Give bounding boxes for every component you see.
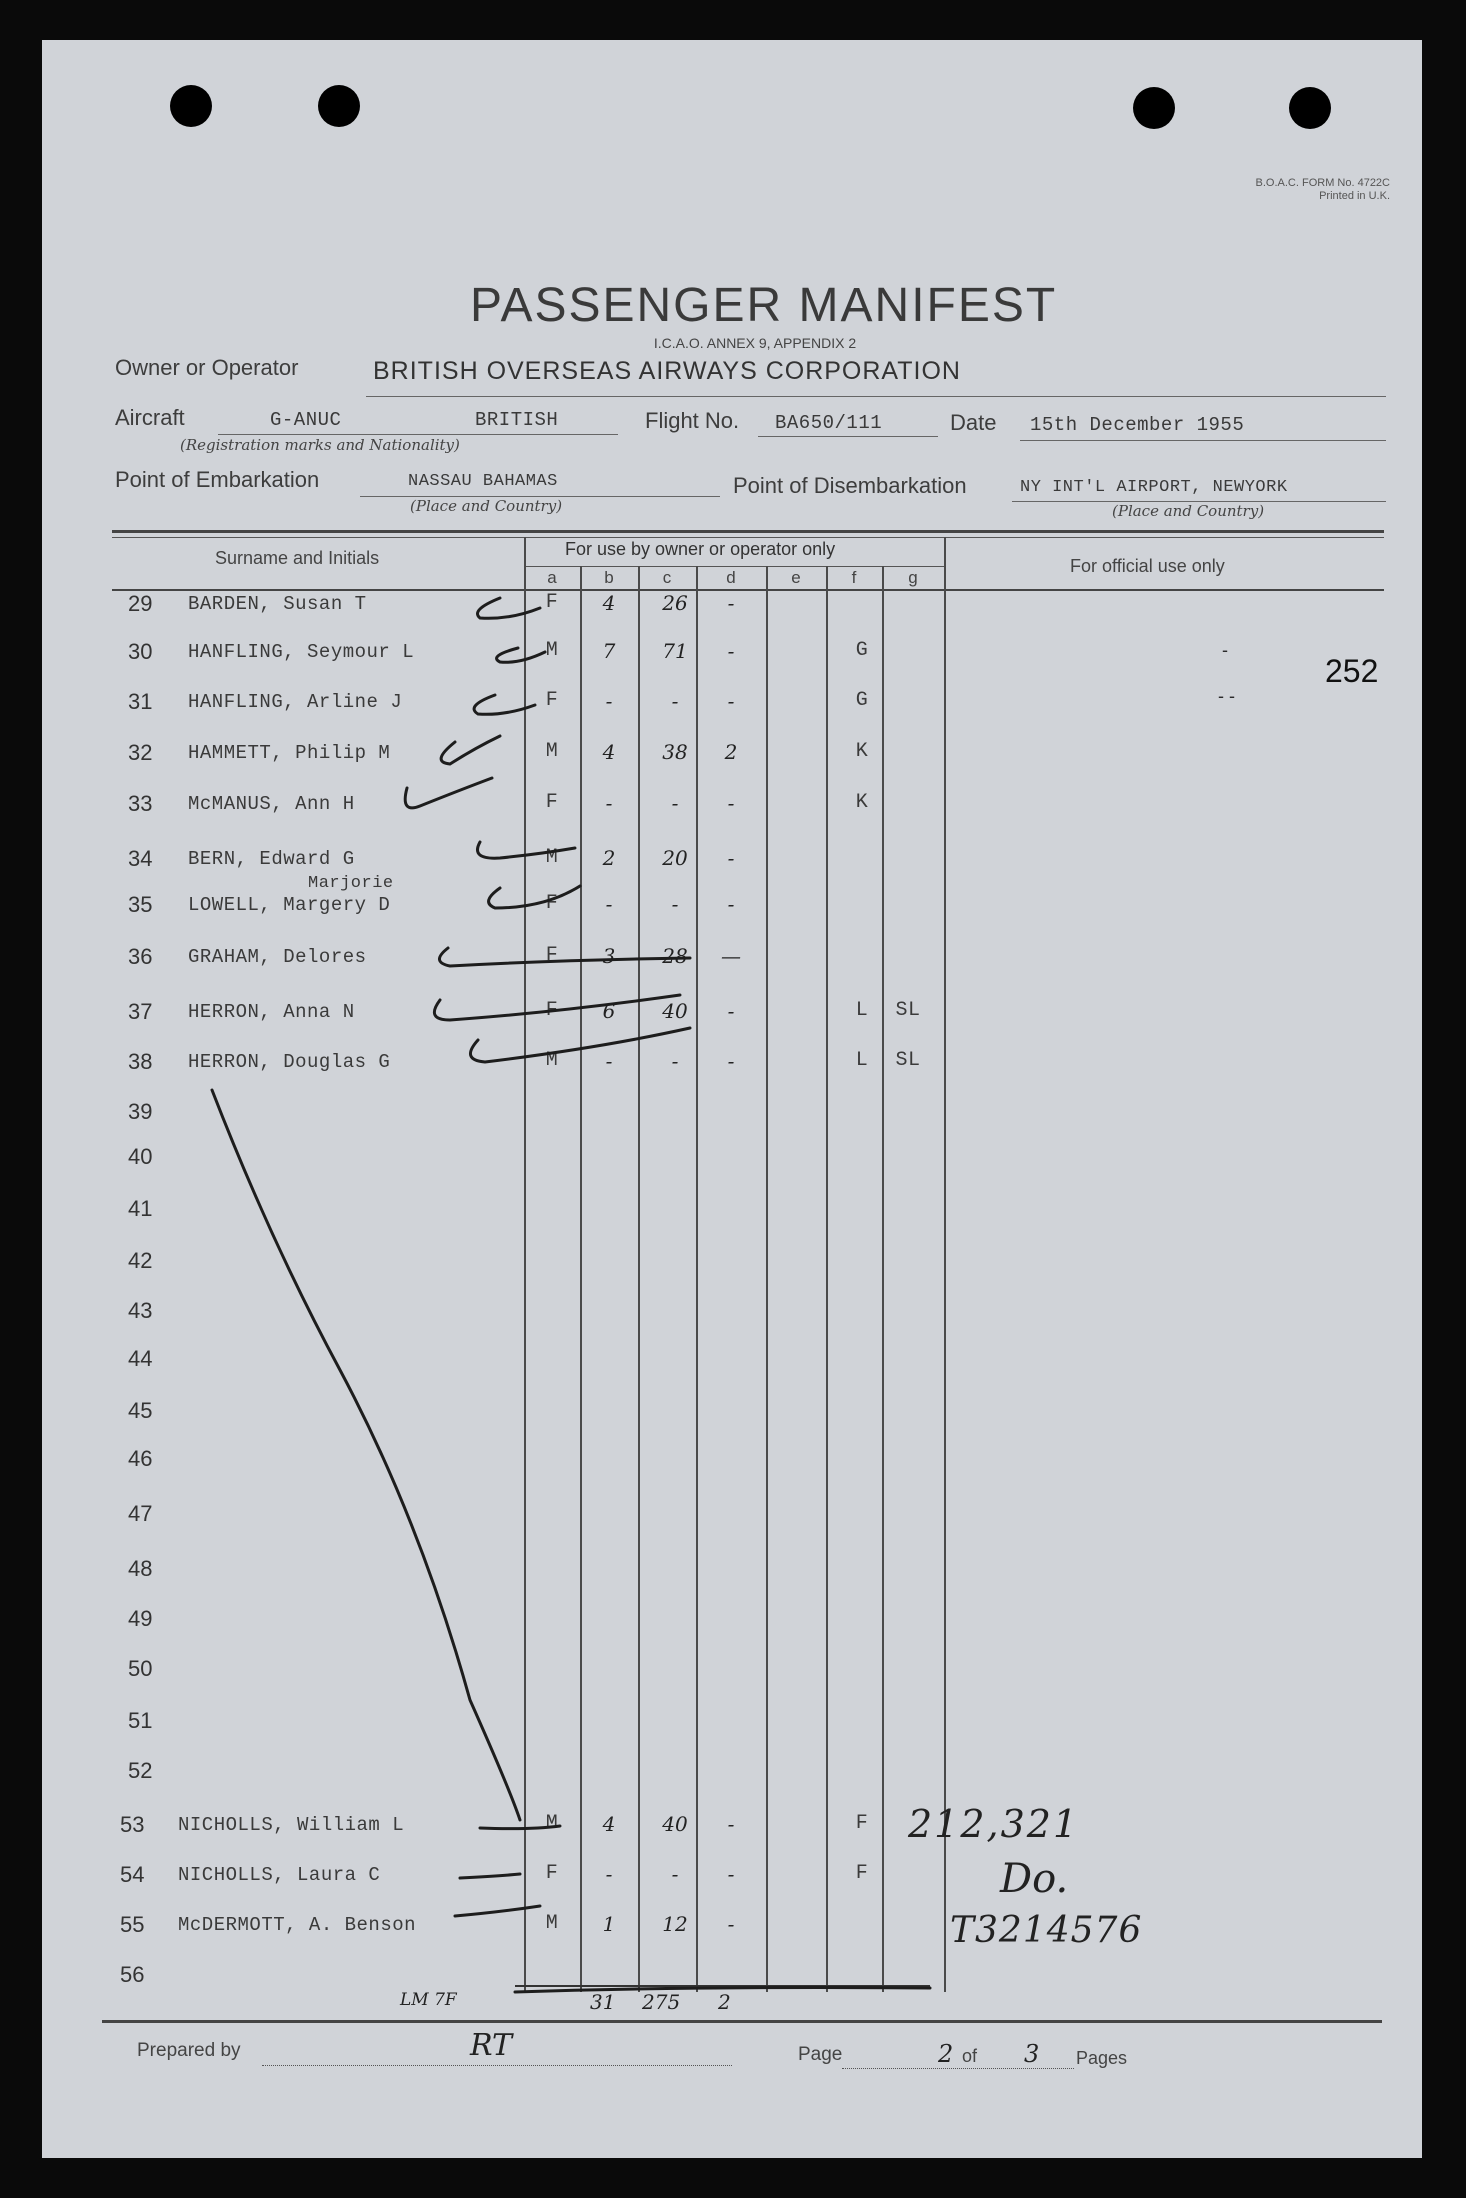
cell-a: F [545, 892, 559, 915]
check-mark [405, 778, 492, 808]
row-number: 53 [120, 1812, 145, 1837]
column-header-g: g [908, 568, 918, 587]
cell-c: 26 [662, 591, 688, 615]
row-number: 48 [128, 1556, 153, 1581]
cell-d: - [727, 892, 735, 916]
passenger-name: HANFLING, Seymour L [188, 641, 415, 663]
cell-c: 71 [662, 639, 688, 663]
page-current: 2 [938, 2040, 954, 2068]
cell-c: - [671, 892, 679, 916]
column-header-b: b [604, 568, 614, 587]
cell-f: F [855, 1812, 869, 1835]
column-header-c: c [662, 568, 672, 587]
cell-d: 2 [724, 740, 738, 764]
cell-d: - [727, 846, 735, 870]
totals-underline [515, 1988, 930, 1993]
cell-a: M [545, 1049, 559, 1072]
prepared-by-label: Prepared by [137, 2040, 241, 2061]
pages-label: Pages [1076, 2048, 1128, 2068]
passenger-name: HAMMETT, Philip M [188, 742, 391, 764]
cell-c: - [671, 1049, 679, 1073]
row-number: 33 [128, 791, 153, 816]
cell-a: M [545, 846, 559, 869]
cell-f: G [855, 639, 869, 662]
passenger-name: HERRON, Anna N [188, 1001, 355, 1023]
row-number: 38 [128, 1049, 153, 1074]
column-header-f: f [851, 568, 857, 587]
aircraft-caption: (Registration marks and Nationality) [180, 436, 460, 454]
prepared-by-value: RT [470, 2028, 513, 2063]
cell-c: 12 [662, 1912, 688, 1936]
printed-note: Printed in U.K. [1319, 190, 1390, 202]
page-total: 3 [1024, 2040, 1040, 2068]
page-subtitle: I.C.A.O. ANNEX 9, APPENDIX 2 [653, 335, 857, 351]
cell-b: 7 [602, 639, 616, 663]
row-number: 56 [120, 1962, 145, 1987]
row-number: 39 [128, 1099, 153, 1124]
official-use-header: For official use only [1070, 556, 1225, 576]
cell-a: F [545, 591, 559, 614]
check-mark [439, 948, 690, 966]
row-number: 29 [128, 591, 153, 616]
column-header-a: a [547, 568, 557, 587]
owner-value: BRITISH OVERSEAS AIRWAYS CORPORATION [373, 357, 961, 385]
row-number: 51 [128, 1708, 153, 1733]
cell-d: - [727, 591, 735, 615]
row-number: 32 [128, 740, 153, 765]
cell-f: L [855, 999, 869, 1022]
row-number: 50 [128, 1656, 153, 1681]
column-header-d: d [726, 568, 736, 587]
cell-d: - [727, 1912, 735, 1936]
check-mark [489, 886, 580, 908]
total-d: 2 [718, 1990, 731, 2014]
cell-c: - [671, 791, 679, 815]
name-correction: Marjorie [308, 874, 394, 893]
cell-f: K [855, 791, 869, 814]
row-number: 36 [128, 944, 153, 969]
page-label: Page [798, 2044, 843, 2065]
cell-a: F [545, 944, 559, 967]
row-number: 43 [128, 1298, 153, 1323]
official-dash: - [1222, 640, 1228, 660]
aircraft-registration: G-ANUC [270, 409, 342, 431]
cell-a: M [545, 639, 559, 662]
row-number: 34 [128, 846, 153, 871]
cell-g: SL [895, 999, 921, 1022]
cell-b: 4 [602, 1812, 616, 1836]
cell-a: F [545, 791, 559, 814]
row-number: 44 [128, 1346, 153, 1371]
cell-c: - [671, 1862, 679, 1886]
flight-date: 15th December 1955 [1030, 414, 1245, 436]
row-number: 41 [128, 1196, 153, 1221]
date-label: Date [950, 410, 997, 435]
cell-b: - [605, 1862, 613, 1886]
official-note-row54: Do. [1000, 1856, 1069, 1902]
row-number: 42 [128, 1248, 153, 1273]
form-number: B.O.A.C. FORM No. 4722C [1255, 177, 1390, 189]
cell-d: - [727, 689, 735, 713]
official-note-row55: T3214576 [950, 1910, 1143, 1951]
cell-b: - [605, 1049, 613, 1073]
check-mark [474, 695, 535, 714]
cell-c: - [671, 689, 679, 713]
cell-b: - [605, 892, 613, 916]
passenger-name: HANFLING, Arline J [188, 691, 403, 713]
aircraft-nationality: BRITISH [475, 409, 559, 431]
owner-label: Owner or Operator [115, 355, 299, 380]
cell-b: 4 [602, 591, 616, 615]
cell-a: M [545, 1812, 559, 1835]
cell-d: — [721, 944, 741, 968]
cell-c: 20 [662, 846, 688, 870]
official-dash: - - [1218, 686, 1235, 706]
row-number: 40 [128, 1144, 153, 1169]
cell-b: 1 [602, 1912, 616, 1936]
row-number: 35 [128, 892, 153, 917]
page-title: PASSENGER MANIFEST [470, 279, 1058, 332]
cell-b: - [605, 689, 613, 713]
row-number: 37 [128, 999, 153, 1024]
total-c: 275 [642, 1990, 681, 2014]
passenger-name: GRAHAM, Delores [188, 946, 367, 968]
check-mark [497, 648, 545, 662]
cell-g: SL [895, 1049, 921, 1072]
check-mark [460, 1874, 520, 1878]
cell-b: 4 [602, 740, 616, 764]
cell-f: L [855, 1049, 869, 1072]
row-number: 52 [128, 1758, 153, 1783]
owner-use-header: For use by owner or operator only [565, 539, 836, 559]
cell-d: - [727, 1812, 735, 1836]
row-number: 49 [128, 1606, 153, 1631]
flight-label: Flight No. [645, 408, 740, 433]
cell-c: 28 [662, 944, 688, 968]
cell-d: - [727, 1049, 735, 1073]
passenger-name: HERRON, Douglas G [188, 1051, 391, 1073]
cell-c: 40 [662, 999, 688, 1023]
cell-a: F [545, 689, 559, 712]
cell-a: F [545, 999, 559, 1022]
check-mark [478, 598, 541, 618]
bracket-line [212, 1090, 520, 1820]
cell-b: 6 [602, 999, 616, 1023]
row-number: 30 [128, 639, 153, 664]
cell-a: M [545, 740, 559, 763]
passenger-name: NICHOLLS, William L [178, 1814, 405, 1836]
page-of-label: of [962, 2046, 978, 2066]
cell-d: - [727, 999, 735, 1023]
row-number: 47 [128, 1501, 153, 1526]
cell-f: G [855, 689, 869, 712]
passenger-name: McDERMOTT, A. Benson [178, 1914, 417, 1936]
official-note-row53: 212,321 [908, 1802, 1080, 1846]
check-mark [478, 842, 576, 858]
disembarkation-value: NY INT'L AIRPORT, NEWYORK [1020, 478, 1288, 497]
cell-c: 38 [662, 740, 688, 764]
row-number: 46 [128, 1446, 153, 1471]
aircraft-label: Aircraft [115, 405, 185, 430]
passenger-name: NICHOLLS, Laura C [178, 1864, 381, 1886]
embarkation-label: Point of Embarkation [115, 467, 320, 492]
passenger-name: BARDEN, Susan T [188, 593, 367, 615]
cell-b: 2 [602, 846, 616, 870]
row-number: 54 [120, 1862, 145, 1887]
disembarkation-label: Point of Disembarkation [733, 473, 967, 498]
embarkation-value: NASSAU BAHAMAS [408, 472, 558, 491]
disembarkation-caption: (Place and Country) [1112, 502, 1265, 520]
check-mark [441, 736, 500, 764]
name-column-header: Surname and Initials [215, 548, 380, 568]
passenger-name: BERN, Edward G [188, 848, 355, 870]
cell-f: K [855, 740, 869, 763]
cell-d: - [727, 639, 735, 663]
cell-c: 40 [662, 1812, 688, 1836]
totals-label: LM 7F [400, 1990, 457, 2010]
cell-a: M [545, 1912, 559, 1935]
check-mark [434, 995, 680, 1020]
cell-b: - [605, 791, 613, 815]
row-number: 55 [120, 1912, 145, 1937]
flight-number: BA650/111 [775, 412, 883, 434]
check-mark [455, 1906, 540, 1916]
embarkation-caption: (Place and Country) [410, 497, 563, 515]
row-number: 31 [128, 689, 153, 714]
official-number: 252 [1325, 653, 1379, 689]
cell-a: F [545, 1862, 559, 1885]
passenger-name: McMANUS, Ann H [188, 793, 355, 815]
column-header-e: e [791, 568, 801, 587]
row-number: 45 [128, 1398, 153, 1423]
check-mark [470, 1028, 690, 1062]
cell-d: - [727, 1862, 735, 1886]
passenger-name: LOWELL, Margery D [188, 894, 391, 916]
total-b: 31 [590, 1990, 616, 2014]
cell-b: 3 [602, 944, 616, 968]
check-mark [480, 1826, 560, 1829]
cell-d: - [727, 791, 735, 815]
cell-f: F [855, 1862, 869, 1885]
